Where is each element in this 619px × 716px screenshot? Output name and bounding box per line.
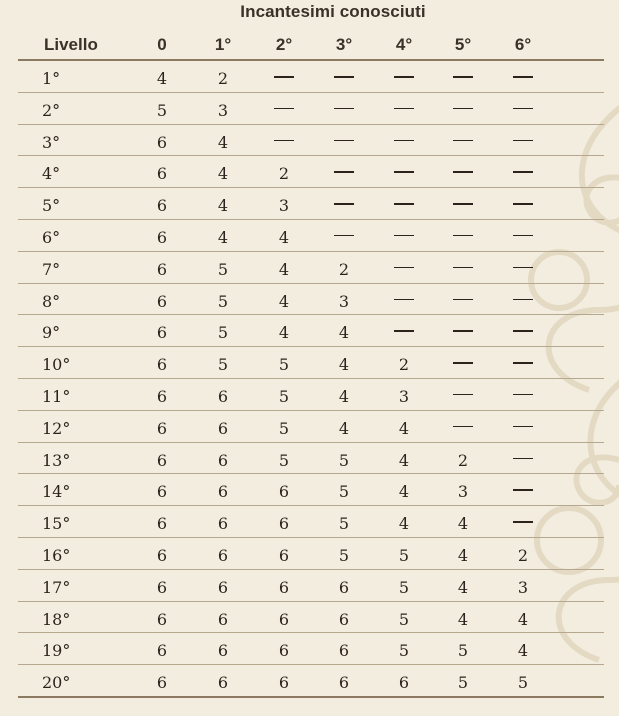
empty-dash xyxy=(334,140,354,142)
empty-dash xyxy=(394,171,414,173)
value-cell: 2 xyxy=(457,450,469,470)
empty-dash xyxy=(453,426,473,428)
value-cell: 6 xyxy=(217,577,229,597)
empty-dash xyxy=(513,521,533,523)
value-cell: 4 xyxy=(156,69,168,88)
value-cell: 2 xyxy=(398,355,410,375)
empty-dash xyxy=(274,76,294,78)
value-cell: 6 xyxy=(156,641,168,661)
level-cell: 9° xyxy=(42,323,61,343)
empty-dash xyxy=(274,140,294,142)
value-cell: 6 xyxy=(278,673,290,693)
value-cell: 6 xyxy=(398,673,410,693)
value-cell: 6 xyxy=(338,673,350,693)
value-cell: 6 xyxy=(217,673,229,693)
table-row xyxy=(18,347,604,379)
table-row xyxy=(18,93,604,125)
value-cell: 5 xyxy=(278,355,290,375)
value-cell: 6 xyxy=(217,386,229,406)
empty-dash xyxy=(513,76,533,78)
value-cell: 4 xyxy=(217,196,229,216)
level-cell: 6° xyxy=(42,227,61,247)
level-cell: 20° xyxy=(42,673,71,693)
empty-dash xyxy=(274,108,294,110)
level-cell: 18° xyxy=(42,609,71,629)
empty-dash xyxy=(394,330,414,332)
value-cell: 6 xyxy=(156,132,168,152)
group-title: Incantesimi conosciuti xyxy=(240,2,426,21)
level-cell: 5° xyxy=(42,196,61,216)
value-cell: 2 xyxy=(278,164,290,184)
value-cell: 4 xyxy=(457,514,469,534)
level-cell: 11° xyxy=(42,386,71,406)
table-body xyxy=(18,61,604,698)
value-cell: 5 xyxy=(278,386,290,406)
value-cell: 5 xyxy=(278,418,290,438)
empty-dash xyxy=(394,203,414,205)
value-cell: 5 xyxy=(457,641,469,661)
value-cell: 6 xyxy=(217,418,229,438)
empty-dash xyxy=(453,140,473,142)
value-cell: 6 xyxy=(156,418,168,438)
value-cell: 6 xyxy=(156,482,168,502)
value-cell: 4 xyxy=(457,609,469,629)
empty-dash xyxy=(513,267,533,269)
value-cell: 6 xyxy=(338,609,350,629)
header-col-5: 4° xyxy=(395,35,413,54)
table-row xyxy=(18,474,604,506)
value-cell: 3 xyxy=(517,577,529,597)
value-cell: 6 xyxy=(278,641,290,661)
value-cell: 6 xyxy=(278,514,290,534)
level-cell: 12° xyxy=(42,418,71,438)
value-cell: 4 xyxy=(398,418,410,438)
table-row xyxy=(18,284,604,316)
value-cell: 4 xyxy=(278,323,290,343)
empty-dash xyxy=(394,267,414,269)
value-cell: 4 xyxy=(217,132,229,152)
value-cell: 6 xyxy=(156,227,168,247)
value-cell: 5 xyxy=(217,259,229,279)
value-cell: 3 xyxy=(278,196,290,216)
empty-dash xyxy=(453,267,473,269)
value-cell: 2 xyxy=(517,545,529,565)
value-cell: 4 xyxy=(457,545,469,565)
value-cell: 4 xyxy=(278,227,290,247)
table-row xyxy=(18,443,604,475)
level-cell: 8° xyxy=(42,291,61,311)
value-cell: 6 xyxy=(156,323,168,343)
value-cell: 4 xyxy=(338,418,350,438)
value-cell: 6 xyxy=(217,450,229,470)
level-cell: 17° xyxy=(42,577,71,597)
value-cell: 6 xyxy=(156,673,168,693)
value-cell: 6 xyxy=(156,450,168,470)
empty-dash xyxy=(513,171,533,173)
header-col-6: 5° xyxy=(454,35,472,54)
header-col-1: 0 xyxy=(157,35,167,54)
value-cell: 6 xyxy=(156,545,168,565)
value-cell: 3 xyxy=(338,291,350,311)
empty-dash xyxy=(513,299,533,301)
empty-dash xyxy=(453,299,473,301)
value-cell: 4 xyxy=(217,227,229,247)
empty-dash xyxy=(513,330,533,332)
value-cell: 6 xyxy=(217,641,229,661)
value-cell: 3 xyxy=(457,482,469,502)
value-cell: 6 xyxy=(278,482,290,502)
group-header xyxy=(18,0,604,30)
table-row xyxy=(18,665,604,698)
value-cell: 5 xyxy=(457,673,469,693)
table-row xyxy=(18,538,604,570)
level-cell: 1° xyxy=(42,69,61,88)
table-row xyxy=(18,379,604,411)
value-cell: 4 xyxy=(517,641,529,661)
value-cell: 5 xyxy=(156,100,168,120)
value-cell: 4 xyxy=(338,355,350,375)
empty-dash xyxy=(513,235,533,237)
value-cell: 5 xyxy=(398,545,410,565)
value-cell: 6 xyxy=(217,514,229,534)
level-cell: 13° xyxy=(42,450,71,470)
empty-dash xyxy=(334,235,354,237)
empty-dash xyxy=(513,394,533,396)
value-cell: 5 xyxy=(338,450,350,470)
empty-dash xyxy=(453,330,473,332)
empty-dash xyxy=(453,362,473,364)
level-cell: 14° xyxy=(42,482,71,502)
value-cell: 5 xyxy=(398,641,410,661)
header-livello: Livello xyxy=(44,35,98,54)
column-headers xyxy=(18,32,604,58)
value-cell: 6 xyxy=(156,164,168,184)
level-cell: 19° xyxy=(42,641,71,661)
empty-dash xyxy=(513,458,533,460)
value-cell: 6 xyxy=(156,577,168,597)
value-cell: 6 xyxy=(156,355,168,375)
table-row xyxy=(18,156,604,188)
value-cell: 5 xyxy=(217,323,229,343)
level-cell: 2° xyxy=(42,100,61,120)
value-cell: 5 xyxy=(217,291,229,311)
empty-dash xyxy=(513,140,533,142)
table-row xyxy=(18,602,604,634)
level-cell: 4° xyxy=(42,164,61,184)
level-cell: 16° xyxy=(42,545,71,565)
value-cell: 4 xyxy=(338,386,350,406)
value-cell: 4 xyxy=(517,609,529,629)
empty-dash xyxy=(453,394,473,396)
value-cell: 6 xyxy=(156,259,168,279)
empty-dash xyxy=(513,489,533,491)
value-cell: 6 xyxy=(278,577,290,597)
table-row xyxy=(18,411,604,443)
table-row xyxy=(18,633,604,665)
empty-dash xyxy=(453,203,473,205)
value-cell: 5 xyxy=(338,482,350,502)
value-cell: 5 xyxy=(338,545,350,565)
value-cell: 4 xyxy=(398,482,410,502)
value-cell: 6 xyxy=(156,196,168,216)
table-row xyxy=(18,315,604,347)
value-cell: 6 xyxy=(217,609,229,629)
empty-dash xyxy=(513,203,533,205)
value-cell: 4 xyxy=(278,259,290,279)
value-cell: 4 xyxy=(278,291,290,311)
value-cell: 5 xyxy=(398,609,410,629)
table-row xyxy=(18,61,604,93)
value-cell: 3 xyxy=(217,100,229,120)
header-col-2: 1° xyxy=(214,35,232,54)
value-cell: 5 xyxy=(398,577,410,597)
value-cell: 6 xyxy=(156,291,168,311)
level-cell: 3° xyxy=(42,132,61,152)
header-col-4: 3° xyxy=(335,35,353,54)
value-cell: 5 xyxy=(278,450,290,470)
level-cell: 10° xyxy=(42,355,71,375)
value-cell: 6 xyxy=(156,514,168,534)
value-cell: 6 xyxy=(156,386,168,406)
empty-dash xyxy=(513,426,533,428)
value-cell: 4 xyxy=(398,514,410,534)
empty-dash xyxy=(394,76,414,78)
empty-dash xyxy=(334,76,354,78)
table-row xyxy=(18,125,604,157)
value-cell: 4 xyxy=(338,323,350,343)
empty-dash xyxy=(453,76,473,78)
level-cell: 15° xyxy=(42,514,71,534)
value-cell: 6 xyxy=(278,609,290,629)
value-cell: 6 xyxy=(338,577,350,597)
table-row xyxy=(18,570,604,602)
empty-dash xyxy=(334,203,354,205)
value-cell: 3 xyxy=(398,386,410,406)
empty-dash xyxy=(453,235,473,237)
table-row xyxy=(18,188,604,220)
value-cell: 5 xyxy=(517,673,529,693)
empty-dash xyxy=(453,108,473,110)
value-cell: 5 xyxy=(338,514,350,534)
empty-dash xyxy=(394,140,414,142)
empty-dash xyxy=(513,362,533,364)
empty-dash xyxy=(453,171,473,173)
table-row xyxy=(18,506,604,538)
value-cell: 6 xyxy=(338,641,350,661)
value-cell: 2 xyxy=(217,69,229,88)
value-cell: 4 xyxy=(217,164,229,184)
empty-dash xyxy=(394,235,414,237)
value-cell: 6 xyxy=(156,609,168,629)
value-cell: 2 xyxy=(338,259,350,279)
table-row xyxy=(18,252,604,284)
header-col-3: 2° xyxy=(275,35,293,54)
empty-dash xyxy=(394,299,414,301)
empty-dash xyxy=(394,108,414,110)
value-cell: 4 xyxy=(398,450,410,470)
table-row xyxy=(18,220,604,252)
value-cell: 6 xyxy=(278,545,290,565)
empty-dash xyxy=(334,171,354,173)
value-cell: 4 xyxy=(457,577,469,597)
empty-dash xyxy=(513,108,533,110)
value-cell: 5 xyxy=(217,355,229,375)
level-cell: 7° xyxy=(42,259,61,279)
value-cell: 6 xyxy=(217,482,229,502)
value-cell: 6 xyxy=(217,545,229,565)
empty-dash xyxy=(334,108,354,110)
header-col-7: 6° xyxy=(514,35,532,54)
